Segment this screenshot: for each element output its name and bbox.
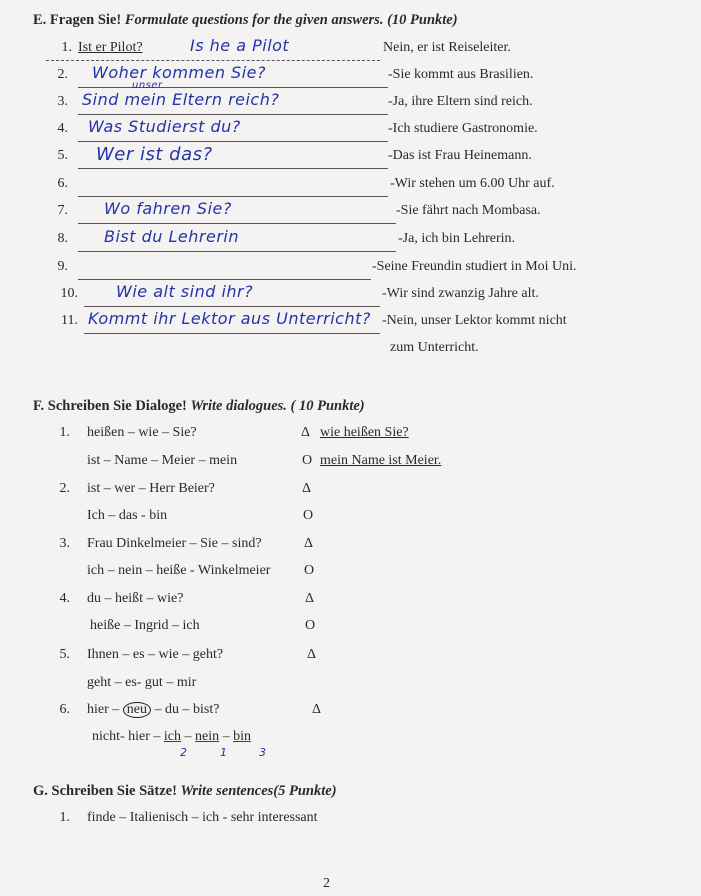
sentence-number: 1. bbox=[59, 810, 70, 825]
dialogue-prompt: geht – es- gut – mir bbox=[87, 675, 197, 690]
circle-mark: O bbox=[302, 453, 313, 468]
question-row-11 bbox=[0, 309, 701, 340]
section-e-heading bbox=[33, 12, 458, 29]
handwritten-answer: Bist du Lehrerin bbox=[104, 227, 239, 246]
question-row-9 bbox=[0, 259, 701, 286]
given-answer: -Wir stehen um 6.00 Uhr auf. bbox=[390, 176, 555, 191]
given-answer: -Sie kommt aus Brasilien. bbox=[388, 67, 534, 82]
order-number: 3 bbox=[259, 746, 266, 759]
dialogue-4-line-2 bbox=[0, 618, 701, 642]
dialogue-prompt: du – heißt – wie? bbox=[87, 591, 184, 606]
word-ich: ich bbox=[163, 729, 182, 744]
dialogue-number: 5. bbox=[59, 647, 70, 662]
dialogue-prompt: heißen – wie – Sie? bbox=[87, 425, 197, 440]
question-number: 5. bbox=[57, 148, 68, 163]
dialogue-number: 1. bbox=[59, 425, 70, 440]
handwritten-answer: Wie alt sind ihr? bbox=[116, 282, 254, 301]
dialogue-2-line-2 bbox=[0, 508, 701, 532]
circled-word: neu bbox=[123, 702, 151, 718]
given-answer: -Ich studiere Gastronomie. bbox=[388, 121, 538, 136]
dialogue-5-line-1 bbox=[0, 647, 701, 671]
given-answer: -Ja, ich bin Lehrerin. bbox=[398, 231, 516, 246]
dialogue-number: 4. bbox=[59, 591, 70, 606]
section-f-title-en: Write dialogues. ( 10 Punkte) bbox=[190, 398, 365, 414]
dialogue-prompt: nicht- hier – ich – nein – bin bbox=[92, 729, 252, 744]
dialogue-number: 6. bbox=[59, 702, 70, 717]
handwritten-answer: Kommt ihr Lektor aus Unterricht? bbox=[88, 309, 371, 328]
order-number: 2 bbox=[180, 746, 187, 759]
triangle-mark: Δ bbox=[302, 481, 312, 496]
dialogue-1-line-2 bbox=[0, 453, 701, 477]
handwritten-answer: Sind mein Eltern reich? bbox=[82, 90, 280, 109]
question-number: 10. bbox=[60, 286, 78, 301]
question-number: 6. bbox=[57, 176, 68, 191]
triangle-mark: Δ bbox=[301, 425, 311, 440]
handwritten-insert: unser bbox=[132, 80, 163, 91]
question-row-11-continued bbox=[0, 340, 701, 367]
sentence-prompt: finde – Italienisch – ich - sehr interessant bbox=[87, 810, 318, 825]
question-row-7 bbox=[0, 199, 701, 230]
question-number: 3. bbox=[57, 94, 68, 109]
handwritten-answer: Wo fahren Sie? bbox=[104, 199, 232, 218]
dialogue-prompt bbox=[87, 702, 219, 718]
printed-question: Ist er Pilot? bbox=[78, 40, 143, 55]
dialogue-4-line-1 bbox=[0, 591, 701, 615]
answer-line[interactable] bbox=[78, 259, 371, 280]
question-number: 4. bbox=[57, 121, 68, 136]
handwritten-answer: Wer ist das? bbox=[96, 144, 213, 165]
dialogue-6-line-2 bbox=[0, 729, 701, 753]
given-answer-continued: zum Unterricht. bbox=[390, 340, 479, 355]
dialogue-prompt: ist – Name – Meier – mein bbox=[87, 453, 238, 468]
dialogue-number: 3. bbox=[59, 536, 70, 551]
dialogue-prompt: Ihnen – es – wie – geht? bbox=[87, 647, 224, 662]
page-number: 2 bbox=[323, 876, 330, 891]
dialogue-1-line-1 bbox=[0, 425, 701, 449]
dialogue-prompt: ist – wer – Herr Beier? bbox=[87, 481, 215, 496]
section-f-heading bbox=[33, 398, 365, 415]
sentence-1 bbox=[0, 810, 701, 834]
circle-mark: O bbox=[305, 618, 316, 633]
dialogue-prompt: Ich – das - bin bbox=[87, 508, 168, 523]
prompt-part: – du – bist? bbox=[154, 702, 220, 717]
given-answer: Nein, er ist Reiseleiter. bbox=[383, 40, 511, 55]
circle-mark: O bbox=[303, 508, 314, 523]
dialogue-answer[interactable]: mein Name ist Meier. bbox=[320, 453, 442, 468]
given-answer: -Wir sind zwanzig Jahre alt. bbox=[382, 286, 539, 301]
section-g-title-en: Write sentences(5 Punkte) bbox=[180, 783, 337, 799]
given-answer: -Seine Freundin studiert in Moi Uni. bbox=[372, 259, 577, 274]
triangle-mark: Δ bbox=[305, 591, 315, 606]
section-g-title-de: G. Schreiben Sie Sätze! bbox=[33, 783, 177, 799]
question-row-8 bbox=[0, 227, 701, 258]
order-number: 1 bbox=[220, 746, 227, 759]
prompt-part: nicht- hier – bbox=[92, 729, 161, 744]
section-f-title-de: F. Schreiben Sie Dialoge! bbox=[33, 398, 187, 414]
handwritten-answer: Woher kommen Sie? bbox=[92, 63, 266, 82]
given-answer: -Nein, unser Lektor kommt nicht bbox=[382, 313, 567, 328]
dialogue-prompt: Frau Dinkelmeier – Sie – sind? bbox=[87, 536, 262, 551]
question-number: 2. bbox=[57, 67, 68, 82]
question-number: 1. bbox=[61, 40, 72, 55]
question-number: 9. bbox=[57, 259, 68, 274]
triangle-mark: Δ bbox=[304, 536, 314, 551]
dialogue-3-line-2 bbox=[0, 563, 701, 587]
handwritten-answer: Was Studierst du? bbox=[88, 117, 241, 136]
dialogue-prompt: heiße – Ingrid – ich bbox=[90, 618, 200, 633]
question-row-5 bbox=[0, 144, 701, 175]
question-number: 11. bbox=[61, 313, 78, 328]
triangle-mark: Δ bbox=[307, 647, 317, 662]
dialogue-prompt: ich – nein – heiße - Winkelmeier bbox=[87, 563, 271, 578]
prompt-part: hier – bbox=[87, 702, 120, 717]
dialogue-number: 2. bbox=[59, 481, 70, 496]
question-number: 7. bbox=[57, 203, 68, 218]
circle-mark: O bbox=[304, 563, 315, 578]
dialogue-5-line-2 bbox=[0, 675, 701, 699]
given-answer: -Sie fährt nach Mombasa. bbox=[396, 203, 541, 218]
handwritten-answer: Is he a Pilot bbox=[190, 36, 290, 55]
section-e-title-en: Formulate questions for the given answers. (10 Punkte) bbox=[124, 12, 458, 28]
dialogue-2-line-1 bbox=[0, 481, 701, 505]
question-number: 8. bbox=[57, 231, 68, 246]
answer-line[interactable] bbox=[78, 176, 388, 197]
triangle-mark: Δ bbox=[312, 702, 322, 717]
dialogue-3-line-1 bbox=[0, 536, 701, 560]
word-nein: nein bbox=[195, 729, 220, 744]
word-bin: bin bbox=[233, 729, 252, 744]
section-e-title-de: E. Fragen Sie! bbox=[33, 12, 122, 28]
given-answer: -Das ist Frau Heinemann. bbox=[388, 148, 532, 163]
dialogue-6-line-1 bbox=[0, 702, 701, 726]
given-answer: -Ja, ihre Eltern sind reich. bbox=[388, 94, 533, 109]
dialogue-answer[interactable]: wie heißen Sie? bbox=[320, 425, 409, 440]
section-g-heading bbox=[33, 783, 337, 800]
